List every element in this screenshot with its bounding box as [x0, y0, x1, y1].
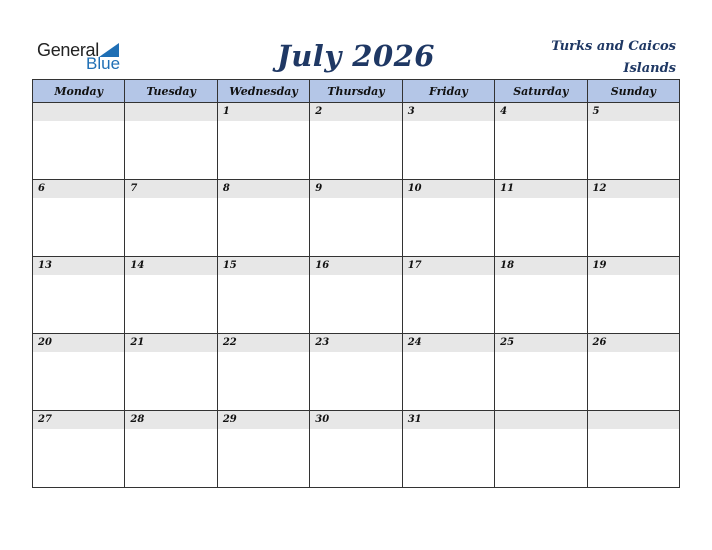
day-cell: [33, 411, 125, 488]
generalblue-logo: [37, 40, 127, 74]
day-cell: [125, 257, 217, 334]
day-number: 29: [218, 411, 309, 429]
day-cell: [125, 180, 217, 257]
week-row-1: [33, 103, 680, 180]
day-number: 24: [403, 334, 494, 352]
day-cell: [310, 334, 402, 411]
day-cell: [402, 411, 494, 488]
day-cell: [217, 103, 309, 180]
day-number: 30: [310, 411, 401, 429]
day-cell: [33, 103, 125, 180]
day-cell: [310, 411, 402, 488]
day-cell: [402, 180, 494, 257]
day-cell: [495, 411, 587, 488]
day-cell: [125, 334, 217, 411]
day-number: 13: [33, 257, 124, 275]
weekday-thursday: Thursday: [310, 80, 402, 103]
day-number: 31: [403, 411, 494, 429]
day-cell: [587, 103, 679, 180]
day-cell: [217, 411, 309, 488]
day-cell: [310, 180, 402, 257]
day-number: 22: [218, 334, 309, 352]
day-number: 15: [218, 257, 309, 275]
day-cell: [495, 257, 587, 334]
day-cell: [125, 411, 217, 488]
day-cell: [33, 180, 125, 257]
calendar-title: July 2026: [277, 39, 435, 73]
day-number: 6: [33, 180, 124, 198]
logo-text-blue: Blue: [86, 54, 121, 73]
day-cell: [33, 334, 125, 411]
weekday-tuesday: Tuesday: [125, 80, 217, 103]
weekday-wednesday: Wednesday: [217, 80, 309, 103]
weekday-header-row: [33, 80, 680, 103]
day-number: [588, 411, 679, 429]
day-number: 10: [403, 180, 494, 198]
week-row-2: [33, 180, 680, 257]
day-number: 1: [218, 103, 309, 121]
week-row-3: [33, 257, 680, 334]
day-number: 5: [588, 103, 679, 121]
day-cell: [587, 411, 679, 488]
day-number: 9: [310, 180, 401, 198]
day-number: 14: [125, 257, 216, 275]
day-cell: [33, 257, 125, 334]
day-number: [33, 103, 124, 121]
day-number: [125, 103, 216, 121]
day-cell: [217, 180, 309, 257]
day-number: 11: [495, 180, 586, 198]
day-cell: [217, 334, 309, 411]
day-cell: [125, 103, 217, 180]
day-number: 4: [495, 103, 586, 121]
day-number: 19: [588, 257, 679, 275]
day-cell: [402, 257, 494, 334]
week-row-4: [33, 334, 680, 411]
day-number: 8: [218, 180, 309, 198]
weekday-monday: Monday: [33, 80, 125, 103]
day-cell: [587, 257, 679, 334]
day-number: 23: [310, 334, 401, 352]
day-number: 2: [310, 103, 401, 121]
day-cell: [217, 257, 309, 334]
weekday-saturday: Saturday: [495, 80, 587, 103]
day-number: 26: [588, 334, 679, 352]
weekday-sunday: Sunday: [587, 80, 679, 103]
day-cell: [587, 334, 679, 411]
day-cell: [495, 180, 587, 257]
day-number: [495, 411, 586, 429]
day-number: 21: [125, 334, 216, 352]
day-cell: [587, 180, 679, 257]
day-number: 28: [125, 411, 216, 429]
day-number: 12: [588, 180, 679, 198]
week-row-5: [33, 411, 680, 488]
calendar-grid: [32, 79, 680, 488]
day-cell: [310, 103, 402, 180]
day-cell: [310, 257, 402, 334]
logo-text-general: General: [37, 40, 99, 60]
country-name: Turks and Caicos Islands: [551, 39, 676, 76]
day-number: 7: [125, 180, 216, 198]
day-number: 18: [495, 257, 586, 275]
weekday-friday: Friday: [402, 80, 494, 103]
day-cell: [402, 334, 494, 411]
day-number: 27: [33, 411, 124, 429]
day-number: 25: [495, 334, 586, 352]
day-number: 20: [33, 334, 124, 352]
day-number: 17: [403, 257, 494, 275]
day-cell: [495, 103, 587, 180]
day-cell: [495, 334, 587, 411]
day-number: 16: [310, 257, 401, 275]
day-number: 3: [403, 103, 494, 121]
day-cell: [402, 103, 494, 180]
